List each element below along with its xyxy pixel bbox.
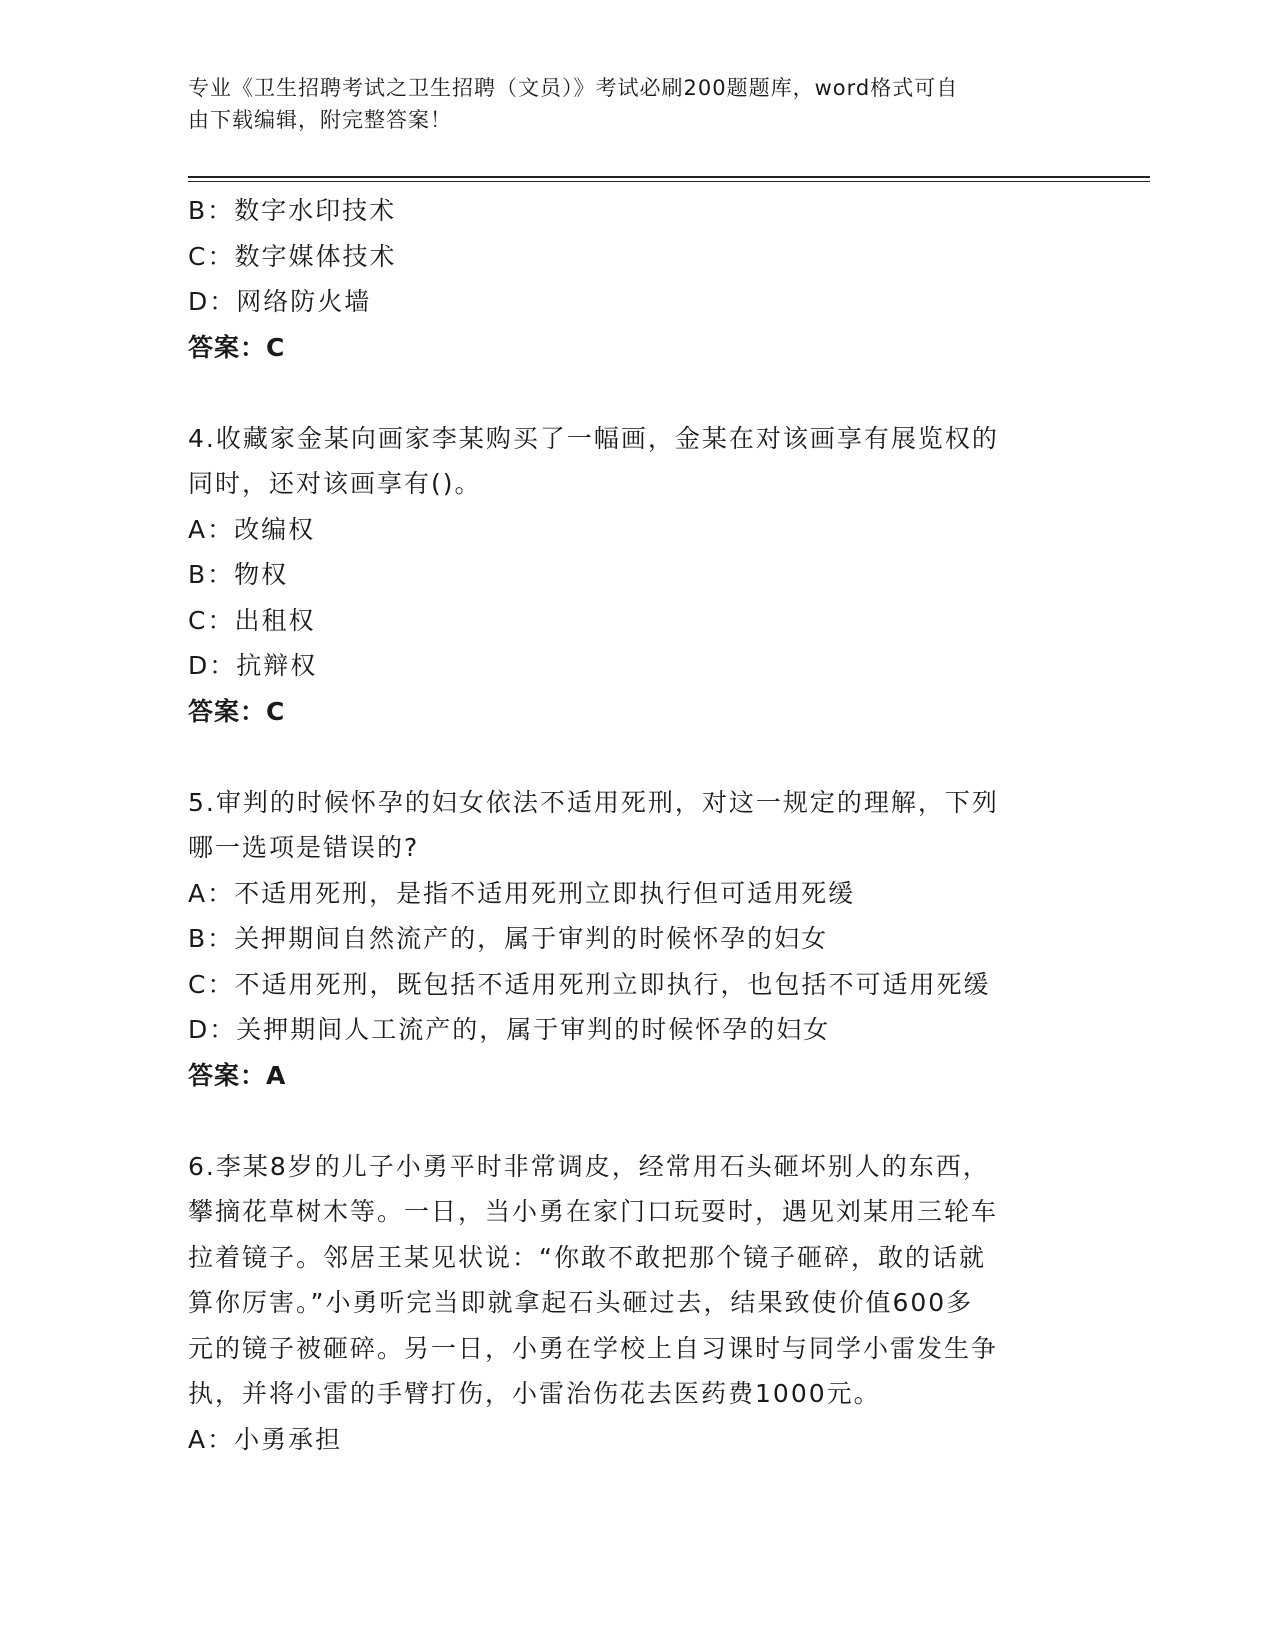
q3-option-b: B：数字水印技术	[188, 196, 397, 225]
q6-stem-line-6: 执，并将小雷的手臂打伤，小雷治伤花去医药费1000元。	[188, 1379, 881, 1408]
question-6	[188, 1144, 1068, 1463]
q6-stem-line-5: 元的镜子被砸碎。另一日，小勇在学校上自习课时与同学小雷发生争	[188, 1333, 999, 1363]
q3-option-c: C：数字媒体技术	[188, 241, 397, 271]
q5-stem-line-1: 5.审判的时候怀孕的妇女依法不适用死刑，对这一规定的理解，下列	[188, 787, 999, 817]
q4-option-d: D：抗辩权	[188, 651, 318, 680]
header-divider-thin	[188, 181, 1150, 182]
q4-stem-line-1: 4.收藏家金某向画家李某购买了一幅画，金某在对该画享有展览权的	[188, 423, 999, 453]
question-5	[188, 780, 1068, 1099]
q6-option-a: A：小勇承担	[188, 1424, 343, 1454]
q6-stem-line-2: 攀摘花草树木等。一日，当小勇在家门口玩耍时，遇见刘某用三轮车	[188, 1197, 999, 1226]
header-divider-thick	[188, 176, 1150, 178]
q6-stem-line-3: 拉着镜子。邻居王某见状说：“你敢不敢把那个镜子砸碎，敢的话就	[188, 1242, 986, 1272]
q6-stem-line-1: 6.李某8岁的儿子小勇平时非常调皮，经常用石头砸坏别人的东西，	[188, 1151, 990, 1181]
q3-option-d: D：网络防火墙	[188, 287, 372, 316]
spacer	[188, 1098, 1068, 1144]
q6-stem-line-4: 算你厉害。”小勇听完当即就拿起石头砸过去，结果致使价值600多	[188, 1288, 974, 1317]
header-line-2: 由下载编辑，附完整答案！	[188, 108, 452, 132]
question-4	[188, 416, 1068, 735]
q4-option-b: B：物权	[188, 560, 289, 589]
q4-answer: 答案：C	[188, 696, 286, 726]
q4-option-a: A：改编权	[188, 514, 316, 544]
q5-stem-line-2: 哪一选项是错误的?	[188, 833, 420, 862]
question-3	[188, 188, 1068, 370]
q4-stem-line-2: 同时，还对该画享有()。	[188, 469, 482, 498]
q5-answer: 答案：A	[188, 1060, 287, 1090]
q3-answer: 答案：C	[188, 332, 286, 362]
header-line-1: 专业《卫生招聘考试之卫生招聘（文员）》考试必刷200题题库，word格式可自	[188, 76, 959, 100]
spacer	[188, 734, 1068, 780]
q5-option-b: B：关押期间自然流产的，属于审判的时候怀孕的妇女	[188, 924, 829, 953]
document-body	[188, 188, 1068, 1462]
q4-option-c: C：出租权	[188, 605, 316, 635]
q5-option-a: A：不适用死刑，是指不适用死刑立即执行但可适用死缓	[188, 878, 856, 908]
q5-option-d: D：关押期间人工流产的，属于审判的时候怀孕的妇女	[188, 1015, 831, 1044]
document-header	[188, 72, 1068, 136]
q5-option-c: C：不适用死刑，既包括不适用死刑立即执行，也包括不可适用死缓	[188, 969, 991, 999]
spacer	[188, 370, 1068, 416]
